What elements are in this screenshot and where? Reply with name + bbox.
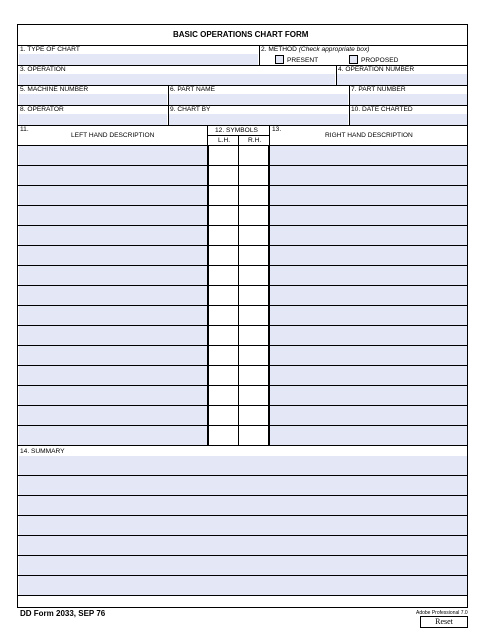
left-hand-description-cell[interactable] <box>19 426 207 445</box>
right-hand-description-cell[interactable] <box>270 186 467 205</box>
summary-line-input[interactable] <box>19 536 467 555</box>
machine-number-label: 5. MACHINE NUMBER <box>20 86 89 93</box>
chart-by-input[interactable] <box>169 114 348 125</box>
left-hand-description-cell[interactable] <box>19 306 207 325</box>
present-checkbox[interactable] <box>275 55 284 64</box>
operator-input[interactable] <box>19 114 167 125</box>
right-hand-description-cell[interactable] <box>270 426 467 445</box>
left-hand-description-cell[interactable] <box>19 146 207 165</box>
method-label: 2. METHOD (Check appropriate box) <box>261 46 370 53</box>
summary-line-input[interactable] <box>19 456 467 475</box>
right-hand-description-cell[interactable] <box>270 326 467 345</box>
right-hand-description-cell[interactable] <box>270 346 467 365</box>
summary-line-input[interactable] <box>19 496 467 515</box>
operator-label: 8. OPERATOR <box>20 106 64 113</box>
left-hand-description-cell[interactable] <box>19 186 207 205</box>
right-hand-description-cell[interactable] <box>270 206 467 225</box>
right-hand-number: 13. <box>272 126 282 133</box>
summary-line-input[interactable] <box>19 576 467 595</box>
right-hand-description-cell[interactable] <box>270 246 467 265</box>
chart-by-label: 9. CHART BY <box>170 106 211 113</box>
left-hand-description-cell[interactable] <box>19 326 207 345</box>
right-hand-description-cell[interactable] <box>270 226 467 245</box>
date-charted-label: 10. DATE CHARTED <box>351 106 413 113</box>
type-of-chart-input[interactable] <box>19 54 258 65</box>
reset-button[interactable]: Reset <box>420 616 468 628</box>
part-number-input[interactable] <box>350 94 467 105</box>
proposed-label: PROPOSED <box>361 57 399 64</box>
left-hand-description-cell[interactable] <box>19 386 207 405</box>
left-hand-description-cell[interactable] <box>19 346 207 365</box>
operations-chart-form <box>17 24 468 608</box>
lh-header: L.H. <box>218 137 231 144</box>
left-hand-description-cell[interactable] <box>19 166 207 185</box>
left-hand-description-cell[interactable] <box>19 266 207 285</box>
right-hand-description-header: RIGHT HAND DESCRIPTION <box>325 132 413 139</box>
left-hand-description-header: LEFT HAND DESCRIPTION <box>71 132 155 139</box>
form-title: BASIC OPERATIONS CHART FORM <box>173 30 309 39</box>
operation-label: 3. OPERATION <box>20 66 66 73</box>
right-hand-description-cell[interactable] <box>270 146 467 165</box>
right-hand-description-cell[interactable] <box>270 266 467 285</box>
symbols-header: 12. SYMBOLS <box>215 127 258 134</box>
summary-line-input[interactable] <box>19 556 467 575</box>
right-hand-description-cell[interactable] <box>270 366 467 385</box>
part-name-label: 6. PART NAME <box>170 86 216 93</box>
left-hand-description-cell[interactable] <box>19 246 207 265</box>
operation-number-input[interactable] <box>337 74 467 85</box>
left-hand-description-cell[interactable] <box>19 406 207 425</box>
type-of-chart-label: 1. TYPE OF CHART <box>20 46 80 53</box>
left-hand-description-cell[interactable] <box>19 366 207 385</box>
form-identifier: DD Form 2033, SEP 76 <box>20 609 106 618</box>
proposed-checkbox[interactable] <box>349 55 358 64</box>
machine-number-input[interactable] <box>19 94 167 105</box>
left-hand-number: 11. <box>20 126 29 133</box>
right-hand-description-cell[interactable] <box>270 306 467 325</box>
part-name-input[interactable] <box>169 94 348 105</box>
right-hand-description-cell[interactable] <box>270 166 467 185</box>
left-hand-description-cell[interactable] <box>19 226 207 245</box>
summary-line-input[interactable] <box>19 516 467 535</box>
left-hand-description-cell[interactable] <box>19 286 207 305</box>
operation-number-label: 4. OPERATION NUMBER <box>338 66 415 73</box>
left-hand-description-cell[interactable] <box>19 206 207 225</box>
right-hand-description-cell[interactable] <box>270 406 467 425</box>
operation-input[interactable] <box>19 74 335 85</box>
summary-line-input[interactable] <box>19 476 467 495</box>
date-charted-input[interactable] <box>350 114 467 125</box>
rh-header: R.H. <box>248 137 262 144</box>
part-number-label: 7. PART NUMBER <box>351 86 406 93</box>
summary-label: 14. SUMMARY <box>20 448 65 455</box>
right-hand-description-cell[interactable] <box>270 286 467 305</box>
right-hand-description-cell[interactable] <box>270 386 467 405</box>
present-label: PRESENT <box>287 57 319 64</box>
software-note: Adobe Professional 7.0 <box>416 610 468 616</box>
